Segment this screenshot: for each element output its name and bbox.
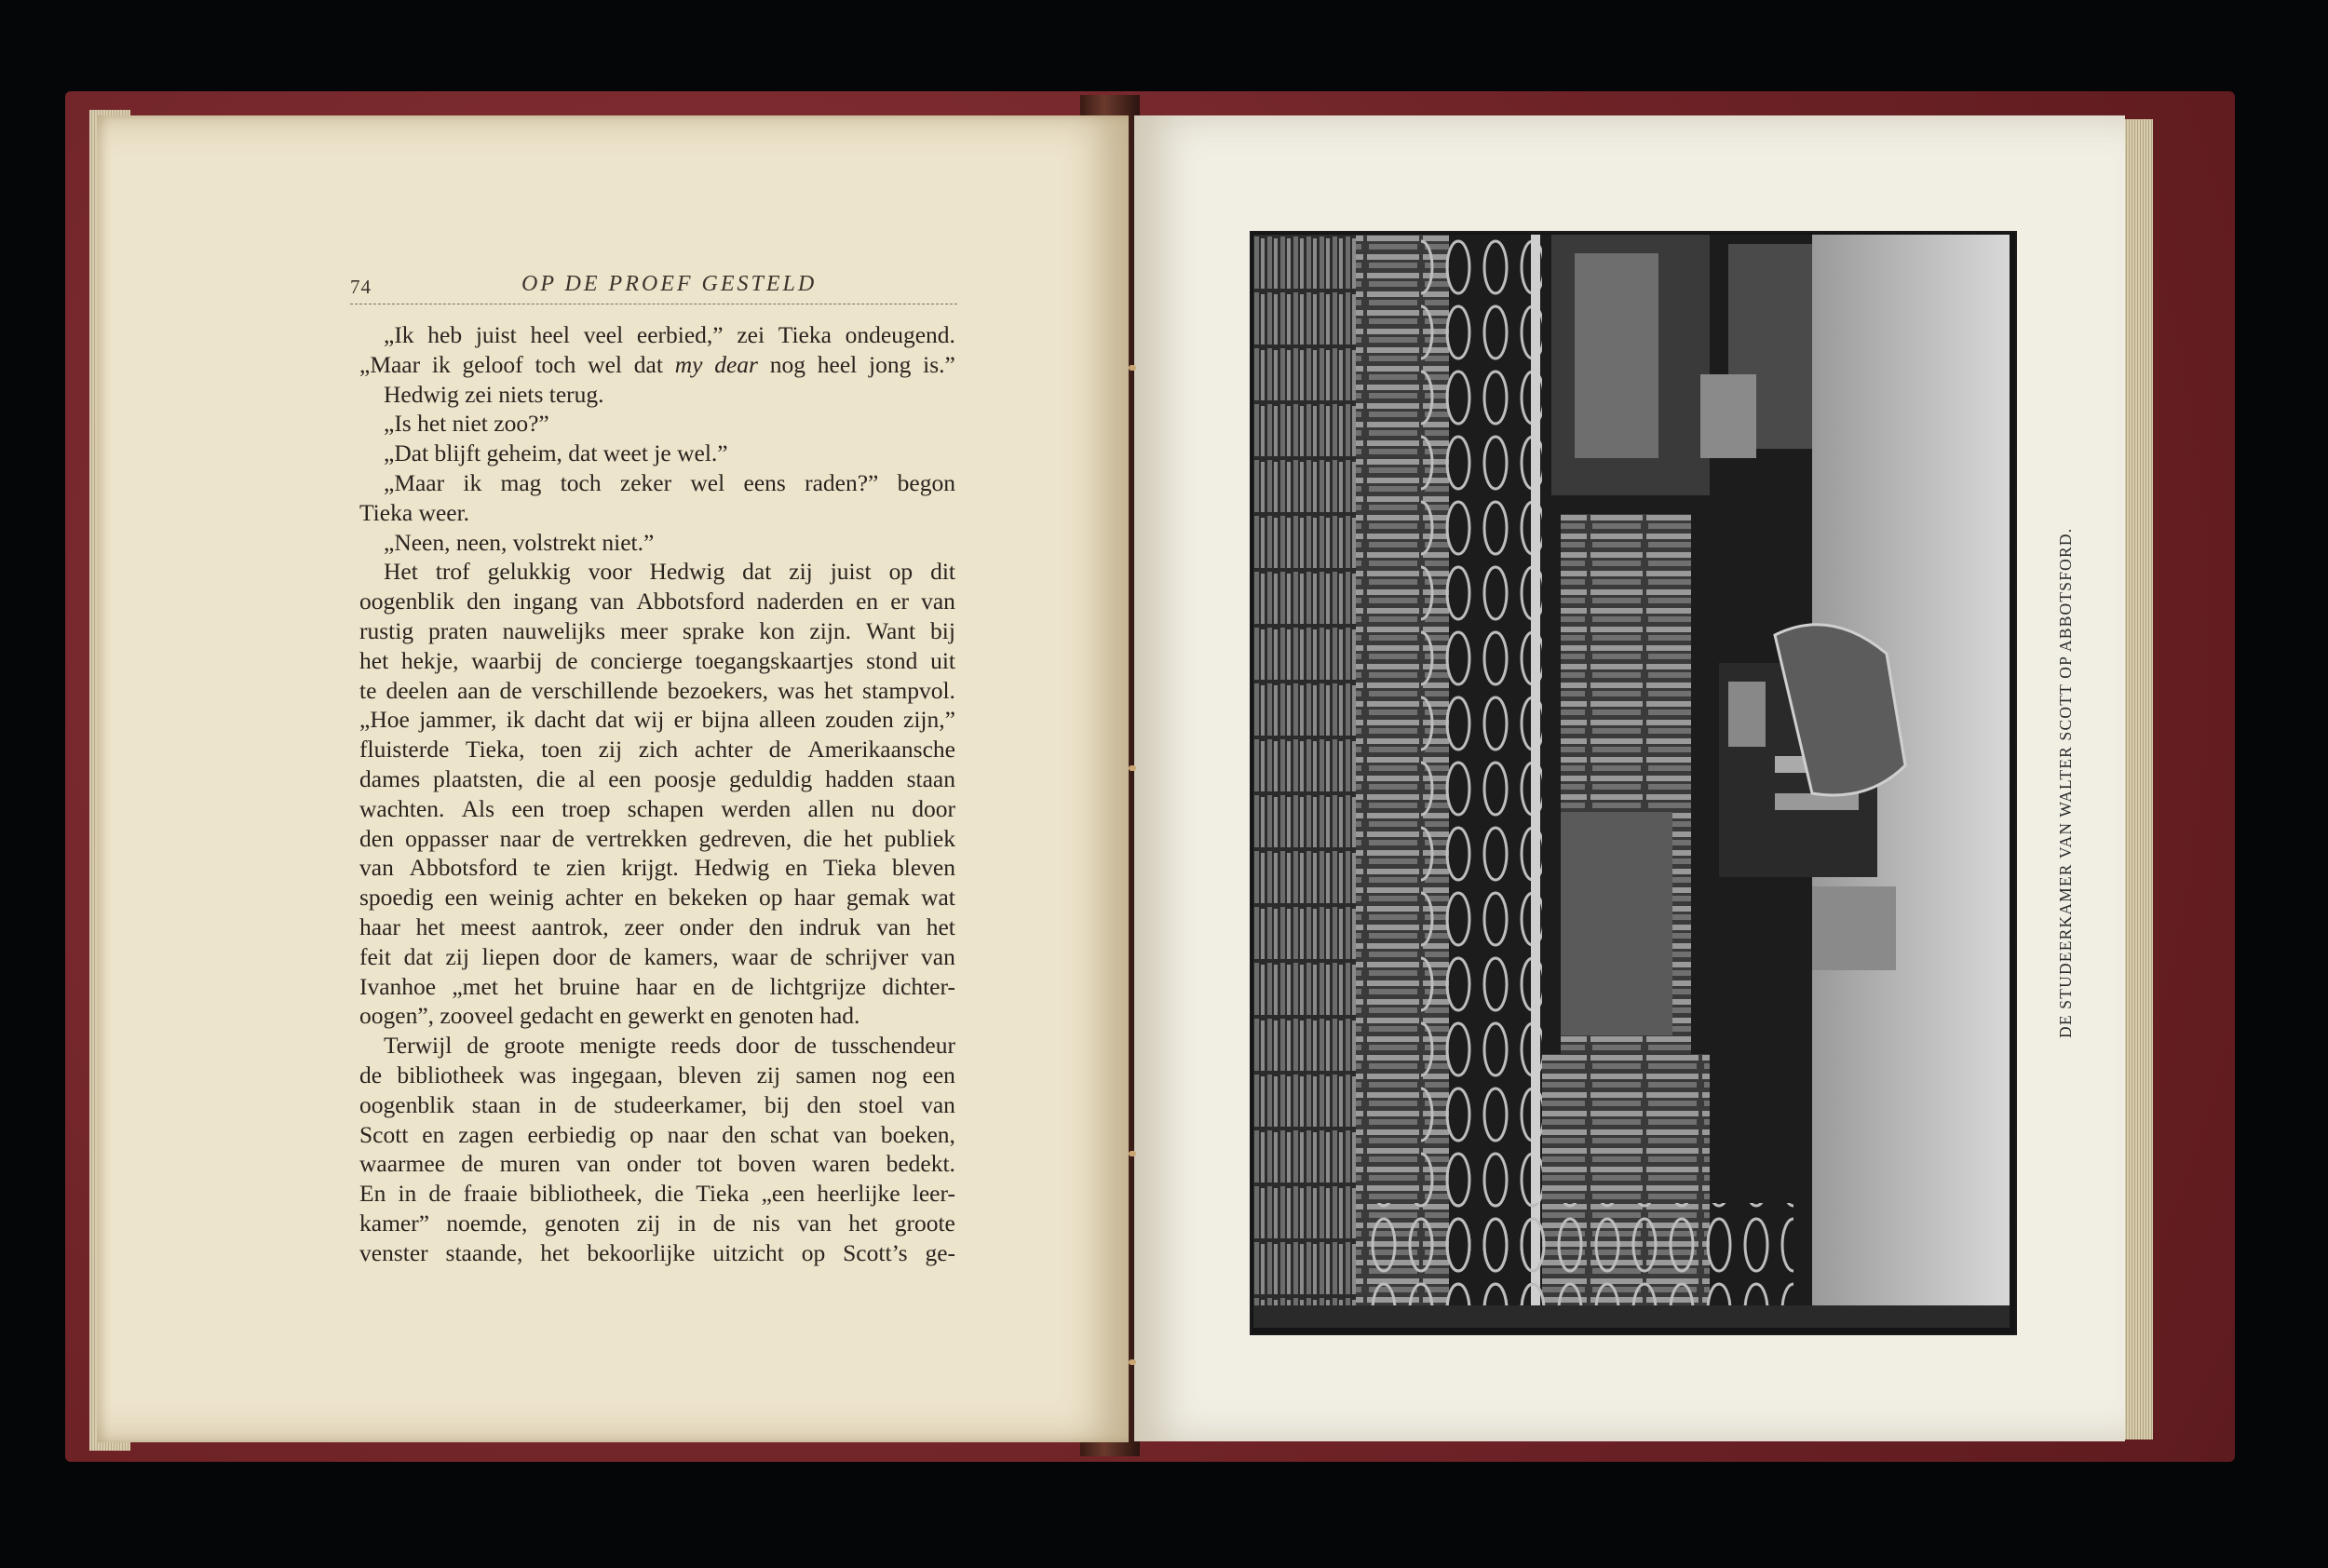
text-word: eerbied,” xyxy=(636,321,724,348)
text-line xyxy=(359,853,955,883)
text-word: de xyxy=(359,1061,383,1088)
text-word: mag xyxy=(500,468,542,496)
text-word: voor xyxy=(588,558,632,586)
text-word: den xyxy=(467,588,501,615)
text-word: bijna xyxy=(701,706,750,734)
body-text xyxy=(359,320,955,1268)
text-word: staande, xyxy=(445,1238,523,1266)
text-word: uitzicht xyxy=(712,1238,784,1266)
text-word: venster xyxy=(359,1238,428,1266)
text-word: concierge xyxy=(590,646,683,674)
text-word: bij xyxy=(930,616,955,644)
text-word: heerlijke xyxy=(817,1180,900,1208)
text-word: bleven xyxy=(891,854,955,882)
text-word: Ivanhoe xyxy=(359,972,437,1000)
binding-thread xyxy=(1129,365,1136,371)
text-line xyxy=(359,646,955,676)
text-word: stoel xyxy=(859,1090,904,1118)
text-word: nog xyxy=(871,1061,908,1088)
text-line: Tieka weer. xyxy=(359,498,470,526)
text-word: de xyxy=(768,736,792,764)
text-word: geloof xyxy=(462,350,523,378)
text-word: van xyxy=(921,1090,955,1118)
text-word: „Maar xyxy=(359,350,421,378)
text-word: dichter- xyxy=(882,972,955,1000)
running-title: OP DE PROEF GESTELD xyxy=(521,272,818,296)
text-word: waren xyxy=(812,1150,871,1178)
text-word: groote xyxy=(504,1032,565,1060)
text-word: dear xyxy=(714,350,758,378)
text-word: en xyxy=(785,854,808,882)
text-word: een xyxy=(922,1061,955,1088)
text-line xyxy=(359,1179,955,1209)
text-word: alleen xyxy=(758,706,816,734)
text-word: zeker xyxy=(619,468,672,496)
text-line xyxy=(359,764,955,794)
text-word: het xyxy=(514,972,544,1000)
text-word: publiek xyxy=(884,824,955,852)
text-word: Want xyxy=(865,616,916,644)
text-word: al xyxy=(577,764,596,792)
text-word: rustig xyxy=(359,616,414,644)
text-word: wel xyxy=(690,468,725,496)
text-line xyxy=(359,1209,955,1238)
text-word: en xyxy=(856,588,879,615)
text-word: en xyxy=(422,1120,445,1148)
text-word: het xyxy=(848,1209,878,1237)
text-line xyxy=(359,735,955,764)
text-word: noemde, xyxy=(446,1209,528,1237)
text-word: hadden xyxy=(825,764,894,792)
text-word: naar xyxy=(499,824,541,852)
text-word: van xyxy=(876,912,911,940)
text-word: Abbotsford xyxy=(409,854,518,882)
text-word: was xyxy=(778,676,815,704)
text-word: groote xyxy=(894,1209,955,1237)
binding-thread xyxy=(1129,1359,1136,1365)
text-word: Amerikaansche xyxy=(807,736,955,764)
text-word: menigte xyxy=(579,1032,656,1060)
text-word: krijgt. xyxy=(621,854,679,882)
text-word: leer- xyxy=(912,1180,955,1208)
text-word: ingegaan, xyxy=(571,1061,663,1088)
text-word: dat xyxy=(403,942,433,970)
text-word: oogenblik xyxy=(359,588,454,615)
text-word: reeds xyxy=(670,1032,722,1060)
text-word: ik xyxy=(506,706,525,734)
text-word: te xyxy=(533,854,551,882)
text-word: staan xyxy=(906,764,955,792)
text-line: „Is het niet zoo?” xyxy=(384,410,549,438)
text-word: zij xyxy=(756,1061,781,1088)
text-word: Hedwig xyxy=(694,854,770,882)
text-word: nog xyxy=(769,350,805,378)
text-word: door xyxy=(736,1032,779,1060)
text-word: op xyxy=(758,884,783,912)
text-word: zijn. xyxy=(809,616,852,644)
text-word: bibliotheek xyxy=(397,1061,505,1088)
text-line xyxy=(359,587,955,616)
text-word: oogenblik xyxy=(359,1090,454,1118)
text-word: boven xyxy=(738,1150,796,1178)
text-word: heb xyxy=(427,321,463,348)
text-word: lichtgrijze xyxy=(769,972,866,1000)
text-word: ondeugend. xyxy=(845,321,955,348)
text-word: dat xyxy=(595,706,625,734)
text-line xyxy=(359,883,955,912)
text-word: aan xyxy=(457,676,491,704)
text-line: Hedwig zei niets terug. xyxy=(384,380,604,408)
text-word: den xyxy=(806,1090,842,1118)
text-line xyxy=(359,1090,955,1120)
text-word: raden?” xyxy=(805,468,879,496)
text-word: door xyxy=(552,942,597,970)
text-word: wat xyxy=(921,884,955,912)
text-word: de xyxy=(731,972,754,1000)
text-word: er xyxy=(890,588,910,615)
text-word: bleven xyxy=(678,1061,742,1088)
text-word: die xyxy=(655,1180,684,1208)
text-word: een xyxy=(608,764,642,792)
text-word: ge- xyxy=(925,1238,955,1266)
text-word: begon xyxy=(897,468,955,496)
text-word: bekeken xyxy=(668,884,748,912)
text-word: nauwelijks xyxy=(502,616,606,644)
text-word: toen xyxy=(541,736,582,764)
text-line xyxy=(359,1238,955,1268)
text-word: Scott xyxy=(359,1120,409,1148)
text-word: waarmee xyxy=(359,1150,446,1178)
text-word: meest xyxy=(460,912,516,940)
text-word: ik xyxy=(431,350,451,378)
text-word: de xyxy=(790,942,813,970)
text-word: een xyxy=(511,794,545,822)
text-word: tot xyxy=(697,1150,723,1178)
text-word: den xyxy=(722,1120,757,1148)
text-word: naderden xyxy=(756,588,844,615)
text-word: op xyxy=(888,558,914,586)
text-word: bij xyxy=(764,1090,790,1118)
text-word: stond xyxy=(866,646,918,674)
text-word: kamer” xyxy=(359,1209,430,1237)
text-word: de xyxy=(461,1150,484,1178)
text-word: Terwijl xyxy=(384,1032,453,1060)
text-word: is.” xyxy=(923,350,955,378)
text-word: achter xyxy=(694,736,753,764)
text-word: zien xyxy=(565,854,606,882)
text-word: van xyxy=(832,1120,868,1148)
text-word: op xyxy=(801,1238,826,1266)
text-word: de xyxy=(712,1209,736,1237)
text-word: zij xyxy=(598,736,623,764)
text-word: in xyxy=(677,1209,697,1237)
text-word: zouden xyxy=(825,706,894,734)
text-line xyxy=(359,1061,955,1090)
text-word: de xyxy=(608,942,631,970)
text-word: heel xyxy=(817,350,858,378)
text-word: de xyxy=(467,1032,490,1060)
text-line xyxy=(359,676,955,706)
text-word: in xyxy=(398,1180,417,1208)
text-word: nu xyxy=(871,794,895,822)
text-word: praten xyxy=(427,616,488,644)
text-word: liepen xyxy=(481,942,540,970)
text-word: dit xyxy=(930,558,955,586)
text-word: sprake xyxy=(682,616,745,644)
text-word: oppasser xyxy=(405,824,489,852)
text-word: zeer xyxy=(624,912,664,940)
text-word: dacht xyxy=(534,706,586,734)
text-word: onder xyxy=(679,912,734,940)
text-word: schat xyxy=(769,1120,819,1148)
text-word: haar xyxy=(793,884,835,912)
text-word: werden xyxy=(721,794,792,822)
text-word: Scott’s xyxy=(843,1238,908,1266)
text-word: van xyxy=(921,942,955,970)
text-word: jammer, xyxy=(419,706,497,734)
text-word: muren xyxy=(499,1150,561,1178)
text-word: trof xyxy=(435,558,470,586)
text-word: zijn,” xyxy=(903,706,955,734)
text-word: eerbiedig xyxy=(527,1120,616,1148)
text-word: toegangskaartjes xyxy=(695,646,854,674)
text-word: zij xyxy=(445,942,469,970)
text-word: veel xyxy=(583,321,624,348)
text-word: dat xyxy=(742,558,772,586)
text-word: weinig xyxy=(489,884,554,912)
text-word: nis xyxy=(752,1209,780,1237)
text-line xyxy=(359,824,955,854)
text-line xyxy=(359,1120,955,1150)
text-word: vertrekken xyxy=(586,824,688,852)
text-word: geduldig xyxy=(728,764,813,792)
text-word: indruk xyxy=(798,912,861,940)
text-line xyxy=(359,942,955,972)
text-word: juist xyxy=(830,558,872,586)
text-word: de xyxy=(793,1032,817,1060)
text-word: schrijver xyxy=(825,942,909,970)
text-word: het xyxy=(415,912,445,940)
text-word: er xyxy=(673,706,693,734)
text-word: wij xyxy=(633,706,665,734)
text-word: juist xyxy=(475,321,517,348)
text-word: waarbij xyxy=(471,646,543,674)
text-word: gedreven, xyxy=(698,824,792,852)
text-word: in xyxy=(537,1090,557,1118)
text-word: ingang xyxy=(512,588,578,615)
text-word: verschillende xyxy=(531,676,658,704)
text-word: was xyxy=(519,1061,557,1088)
text-word: naar xyxy=(667,1120,709,1148)
text-word: Tieka xyxy=(778,321,832,348)
text-word: van xyxy=(589,588,625,615)
text-word: my xyxy=(674,350,703,378)
text-word: bruine xyxy=(559,972,620,1000)
text-line xyxy=(359,1031,955,1061)
text-word: bedekt. xyxy=(886,1150,955,1178)
text-word: uit xyxy=(930,646,955,674)
library-photo-plate xyxy=(1253,235,2010,1328)
text-word: „Hoe xyxy=(359,706,410,734)
text-word: zij xyxy=(636,1209,661,1237)
text-word: den xyxy=(749,912,784,940)
text-word: Tieka xyxy=(696,1180,750,1208)
text-word: stampvol. xyxy=(862,676,955,704)
text-word: haar xyxy=(359,912,400,940)
text-word: het xyxy=(823,676,853,704)
text-word: achter xyxy=(564,884,624,912)
text-line xyxy=(359,350,955,380)
text-word: den xyxy=(359,824,394,852)
text-line: oogen”, zooveel gedacht en gewerkt en genoten had. xyxy=(359,1002,860,1030)
text-word: bezoekers, xyxy=(667,676,769,704)
text-word: aantrok, xyxy=(531,912,609,940)
text-word: de xyxy=(428,1180,452,1208)
text-word: zij xyxy=(789,558,813,586)
text-word: genoten xyxy=(544,1209,620,1237)
text-word: En xyxy=(359,1180,386,1208)
text-line xyxy=(359,972,955,1002)
text-word: onder xyxy=(627,1150,682,1178)
text-line: „Neen, neen, volstrekt niet.” xyxy=(384,528,655,556)
text-word: meer xyxy=(619,616,668,644)
text-line xyxy=(359,468,955,498)
text-word: „Ik xyxy=(384,321,414,348)
text-word: en xyxy=(693,972,716,1000)
text-word: bibliotheek, xyxy=(529,1180,643,1208)
text-word: staan xyxy=(471,1090,521,1118)
text-word: te xyxy=(359,676,377,704)
text-word: het xyxy=(359,646,389,674)
text-word: van xyxy=(797,1209,832,1237)
text-word: van xyxy=(921,588,955,615)
text-word: ik xyxy=(463,468,482,496)
text-word: Tieka, xyxy=(465,736,525,764)
text-word: Abbotsford xyxy=(636,588,745,615)
text-word: haar xyxy=(635,972,677,1000)
text-word: kamers, xyxy=(643,942,719,970)
text-word: de xyxy=(555,646,578,674)
plate-caption: DE STUDEERKAMER VAN WALTER SCOTT OP ABBOTSFORD. xyxy=(2056,527,2075,1038)
text-word: gelukkig xyxy=(487,558,571,586)
text-word: „een xyxy=(761,1180,805,1208)
text-line xyxy=(359,557,955,587)
text-word: zei xyxy=(737,321,765,348)
text-word: gemak xyxy=(846,884,910,912)
text-word: de xyxy=(574,1090,597,1118)
text-word: heel xyxy=(530,321,570,348)
text-word: waar xyxy=(731,942,778,970)
text-word: wachten. xyxy=(359,794,445,822)
text-line xyxy=(359,320,955,350)
text-word: fluisterde xyxy=(359,736,450,764)
text-word: het xyxy=(844,824,873,852)
text-word: zich xyxy=(638,736,679,764)
text-word: allen xyxy=(807,794,855,822)
text-word: studeerkamer, xyxy=(614,1090,748,1118)
text-word: boeken, xyxy=(880,1120,955,1148)
text-word: op xyxy=(629,1120,654,1148)
text-word: spoedig xyxy=(359,884,434,912)
text-word: de xyxy=(551,824,575,852)
text-word: feit xyxy=(359,942,391,970)
text-line xyxy=(359,1149,955,1179)
text-word: en xyxy=(634,884,657,912)
text-word: fraaie xyxy=(463,1180,518,1208)
text-line xyxy=(359,705,955,735)
text-word: eens xyxy=(743,468,786,496)
text-word: Tieka xyxy=(823,854,877,882)
text-word: van xyxy=(359,854,394,882)
page-number: 74 xyxy=(350,276,372,298)
text-word: de xyxy=(499,676,522,704)
text-word: die xyxy=(535,764,566,792)
text-word: schapen xyxy=(627,794,704,822)
text-word: Als xyxy=(461,794,495,822)
text-line xyxy=(359,794,955,824)
text-word: die xyxy=(803,824,832,852)
text-word: deelen xyxy=(386,676,449,704)
text-word: van xyxy=(575,1150,611,1178)
text-word: toch xyxy=(560,468,602,496)
text-word: poosje xyxy=(654,764,717,792)
text-word: dat xyxy=(633,350,663,378)
text-word: door xyxy=(912,794,955,822)
text-word: jong xyxy=(869,350,912,378)
text-word: Hedwig xyxy=(649,558,725,586)
text-word: tusschendeur xyxy=(831,1032,955,1060)
text-line: „Dat blijft geheim, dat weet je wel.” xyxy=(384,439,728,467)
binding-thread xyxy=(1129,765,1136,771)
text-word: „Maar xyxy=(384,468,445,496)
text-word: bekoorlijke xyxy=(587,1238,696,1266)
text-word: dames xyxy=(359,764,421,792)
text-word: het xyxy=(540,1238,570,1266)
right-page-edges xyxy=(2121,119,2153,1440)
text-word: troep xyxy=(562,794,611,822)
text-word: hekje, xyxy=(400,646,459,674)
text-line xyxy=(359,912,955,942)
text-word: „met xyxy=(452,972,498,1000)
text-word: het xyxy=(926,912,955,940)
text-word: samen xyxy=(795,1061,857,1088)
text-word: wel xyxy=(588,350,622,378)
text-word: een xyxy=(444,884,478,912)
text-word: Het xyxy=(384,558,418,586)
text-line xyxy=(359,616,955,646)
text-word: plaatsten, xyxy=(433,764,524,792)
text-word: zagen xyxy=(458,1120,514,1148)
binding-thread xyxy=(1129,1151,1136,1156)
text-word: toch xyxy=(535,350,576,378)
text-word: kon xyxy=(759,616,795,644)
